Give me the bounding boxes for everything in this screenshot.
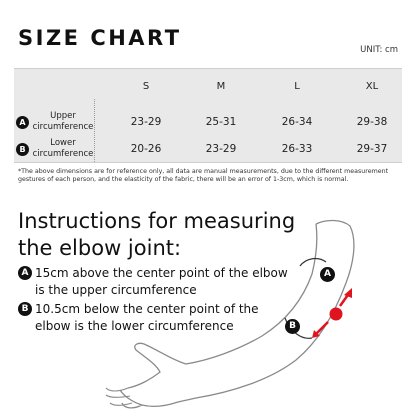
table-cell: 29-37 xyxy=(356,143,388,155)
elbow-center-icon xyxy=(330,308,343,321)
measure-loop-a-icon xyxy=(300,259,326,266)
column-header-s: S xyxy=(142,81,150,92)
upper-arrowhead-icon xyxy=(344,288,352,298)
row-label-line2: circumference xyxy=(32,148,94,159)
hand-outline xyxy=(106,388,132,405)
table-cell: 23-29 xyxy=(205,143,237,155)
instruction-a xyxy=(18,265,288,298)
row-label-line1: Lower xyxy=(50,138,76,148)
instructions-heading xyxy=(18,208,295,262)
marker-b-icon: B xyxy=(285,319,300,334)
instruction-b-text: 10.5cm below the center point of the elbow is the lower circumference xyxy=(35,302,259,333)
table-cell: 26-34 xyxy=(281,116,313,128)
unit-label: UNIT: cm xyxy=(360,45,398,55)
column-header-xl: XL xyxy=(365,81,379,92)
instruction-badge-a-icon: A xyxy=(18,266,32,280)
column-header-m: M xyxy=(216,81,226,92)
size-chart-title: SIZE CHART xyxy=(18,26,182,50)
table-cell: 25-31 xyxy=(205,116,237,128)
instruction-badge-b-icon: B xyxy=(18,302,32,316)
heading-line2: the elbow joint: xyxy=(18,236,182,260)
table-cell: 26-33 xyxy=(281,143,313,155)
instruction-a-text: 15cm above the center point of the elbow is the upper circumference xyxy=(35,266,288,297)
table-cell: 29-38 xyxy=(356,116,388,128)
row-label-line1: Upper xyxy=(50,111,76,121)
badge-b-icon: B xyxy=(16,143,29,156)
marker-a-icon: A xyxy=(320,267,335,282)
lower-arrow-icon xyxy=(316,322,328,334)
instruction-b xyxy=(18,301,288,334)
table-cell: 23-29 xyxy=(130,116,162,128)
column-header-l: L xyxy=(294,81,300,92)
disclaimer-note: *The above dimensions are for reference only, all data are manual measurements, due to the different measurement gestures of each person, and the elasticity of the fabric, there will be an error of 1-3cm, which is normal. xyxy=(18,168,389,184)
row-label-line2: circumference xyxy=(32,121,94,132)
heading-line1: Instructions for measuring xyxy=(18,209,296,233)
badge-a-icon: A xyxy=(16,116,29,129)
table-cell: 20-26 xyxy=(130,143,162,155)
